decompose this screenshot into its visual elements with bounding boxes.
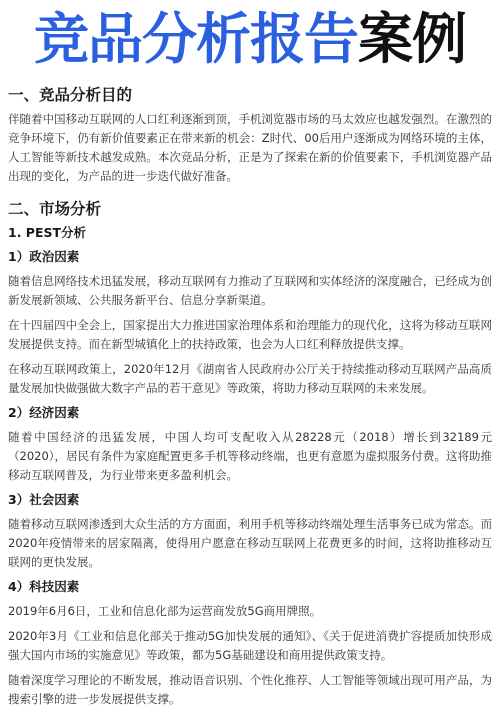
pest-heading: 1. PEST分析: [8, 225, 87, 240]
political-paragraph-2: 在十四届四中全会上，国家提出大力推进国家治理体系和治理能力的现代化，这将为移动互联网发展提供支持。而在新型城镇化上的扶持政策，也会为人口红利释放提供支撑。: [8, 318, 492, 351]
section2-heading: 二、市场分析: [8, 200, 102, 218]
social-paragraph-1: 随着移动互联网渗透到大众生活的方方面面，利用手机等移动终端处理生活事务已成为常态。而2020年疫情带来的居家隔离，使得用户愿意在移动互联网上花费更多的时间，这将助推移动互联网的更快发展。: [8, 517, 492, 569]
social-heading: 3）社会因素: [8, 492, 80, 507]
title-blue-part: 竞品分析报告: [33, 7, 358, 71]
section1-paragraph: 伴随着中国移动互联网的人口红利逐渐到顶，手机浏览器市场的马太效应也越发强烈。在激烈的竞争环境下，仍有新价值要素正在带来新的机会：Z时代、00后用户逐渐成为网络环境的主体，人工智能等新技术越发成熟。本次竞品分析，正是为了探索在新的价值要素下，手机浏览器产品出现的变化，为产品的进一步迭代做好准备。: [8, 112, 492, 183]
title-black-part: 案例: [358, 7, 467, 71]
article-body: [8, 84, 492, 709]
section1-heading: 一、竞品分析目的: [8, 86, 133, 104]
political-paragraph-1: 随着信息网络技术迅猛发展，移动互联网有力推动了互联网和实体经济的深度融合，已经成为创新发展新领域、公共服务新平台、信息分享新渠道。: [8, 274, 492, 307]
political-paragraph-3: 在移动互联网政策上，2020年12月《湖南省人民政府办公厅关于持续推动移动互联网产品高质量发展加快做强做大数字产品的若干意见》等政策，将助力移动互联网的未来发展。: [8, 362, 492, 395]
tech-paragraph-1: 2019年6月6日，工业和信息化部为运营商发放5G商用牌照。: [8, 604, 322, 618]
economic-paragraph-1: 随着中国经济的迅猛发展，中国人均可支配收入从28228元（2018）增长到32189元（2020），居民有条件为家庭配置更多手机等移动终端，也更有意愿为虚拟服务付费。这将助推移动互联网普及，为行业带来更多盈利机会。: [8, 430, 492, 482]
page-title: [0, 6, 500, 72]
tech-paragraph-2: 2020年3月《工业和信息化部关于推动5G加快发展的通知》、《关于促进消费扩容提质加快形成强大国内市场的实施意见》等政策，都为5G基础建设和商用提供政策支持。: [8, 629, 492, 662]
tech-paragraph-3: 随着深度学习理论的不断发展，推动语音识别、个性化推荐、人工智能等领域出现可用产品，为搜索引擎的进一步发展提供支撑。: [8, 673, 492, 706]
economic-heading: 2）经济因素: [8, 405, 80, 420]
tech-heading: 4）科技因素: [8, 579, 80, 594]
political-heading: 1）政治因素: [8, 249, 80, 264]
